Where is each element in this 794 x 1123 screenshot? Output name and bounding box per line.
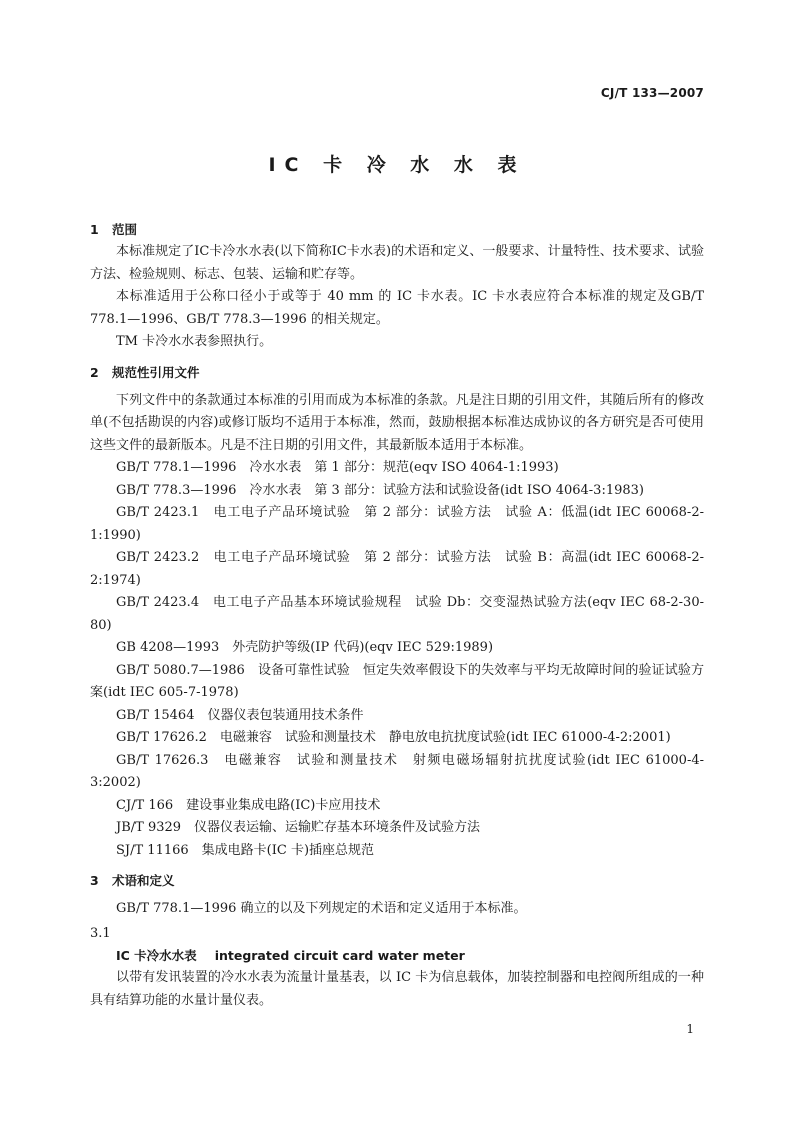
section-number: 1 bbox=[90, 222, 99, 237]
document-title: IC 卡 冷 水 水 表 bbox=[268, 154, 526, 176]
section-number: 2 bbox=[90, 364, 99, 380]
reference-item: GB/T 17626.3 电磁兼容 试验和测量技术 射频电磁场辐射抗扰度试验(idt IEC 61000-4-3:2002) bbox=[90, 752, 704, 790]
reference-item: GB/T 2423.2 电工电子产品环境试验 第 2 部分：试验方法 试验 B：高温(idt IEC 60068-2-2:1974) bbox=[90, 550, 704, 588]
reference-item: GB 4208—1993 外壳防护等级(IP 代码)(eqv IEC 529:1989) bbox=[116, 640, 494, 655]
paragraph: TM 卡冷水水表参照执行。 bbox=[116, 334, 273, 349]
section-title: 范围 bbox=[112, 222, 138, 237]
document-body bbox=[90, 219, 704, 1012]
page-number: 1 bbox=[686, 1022, 694, 1036]
reference-item: GB/T 17626.2 电磁兼容 试验和测量技术 静电放电抗扰度试验(idt IEC 61000-4-2:2001) bbox=[116, 730, 671, 745]
paragraph: 本标准适用于公称口径小于或等于 40 mm 的 IC 卡水表。IC 卡水表应符合本标准的规定及GB/T 778.1—1996、GB/T 778.3—1996 的相关规定。 bbox=[90, 289, 704, 327]
section-title: 术语和定义 bbox=[112, 873, 175, 888]
term-definition: 以带有发讯装置的冷水水表为流量计量基表，以 IC 卡为信息载体，加装控制器和电控阀所组成的一种具有结算功能的水量计量仪表。 bbox=[90, 970, 704, 1008]
paragraph: 下列文件中的条款通过本标准的引用而成为本标准的条款。凡是注日期的引用文件，其随后所有的修改单(不包括勘误的内容)或修订版均不适用于本标准，然而，鼓励根据本标准达成协议的各方研究是否可使用这些文件的最新版本。凡是不注日期的引用文件，其最新版本适用于本标准。 bbox=[90, 392, 704, 453]
paragraph: 本标准规定了IC卡冷水水表(以下简称IC卡水表)的术语和定义、一般要求、计量特性、技术要求、试验方法、检验规则、标志、包装、运输和贮存等。 bbox=[90, 244, 704, 282]
paragraph: GB/T 778.1—1996 确立的以及下列规定的术语和定义适用于本标准。 bbox=[116, 901, 527, 916]
section-heading-terms bbox=[90, 870, 704, 892]
reference-item: GB/T 2423.1 电工电子产品环境试验 第 2 部分：试验方法 试验 A：低温(idt IEC 60068-2-1:1990) bbox=[90, 505, 704, 543]
term-english: integrated circuit card water meter bbox=[214, 947, 465, 963]
reference-item: JB/T 9329 仪器仪表运输、运输贮存基本环境条件及试验方法 bbox=[116, 820, 481, 835]
reference-item: SJ/T 11166 集成电路卡(IC 卡)插座总规范 bbox=[116, 842, 375, 858]
term-chinese: IC 卡冷水水表 bbox=[116, 947, 197, 963]
section-number: 3 bbox=[90, 873, 99, 888]
reference-item: GB/T 2423.4 电工电子产品基本环境试验规程 试验 Db：交变湿热试验方法(eqv IEC 68-2-30-80) bbox=[90, 595, 704, 633]
term-entry bbox=[90, 945, 704, 968]
standard-code: CJ/T 133—2007 bbox=[600, 86, 704, 100]
section-title: 规范性引用文件 bbox=[112, 364, 200, 380]
reference-item: GB/T 778.1—1996 冷水水表 第 1 部分：规范(eqv ISO 4064-1:1993) bbox=[116, 460, 559, 475]
reference-item: CJ/T 166 建设事业集成电路(IC)卡应用技术 bbox=[116, 797, 381, 813]
reference-item: GB/T 778.3—1996 冷水水表 第 3 部分：试验方法和试验设备(idt ISO 4064-3:1983) bbox=[116, 482, 644, 498]
reference-item: GB/T 15464 仪器仪表包装通用技术条件 bbox=[116, 707, 364, 723]
subclause-number: 3.1 bbox=[90, 925, 111, 941]
reference-item: GB/T 5080.7—1986 设备可靠性试验 恒定失效率假设下的失效率与平均无故障时间的验证试验方案(idt IEC 605-7-1978) bbox=[90, 662, 704, 700]
section-heading-normative-references bbox=[90, 362, 704, 384]
section-heading-scope bbox=[90, 219, 704, 241]
